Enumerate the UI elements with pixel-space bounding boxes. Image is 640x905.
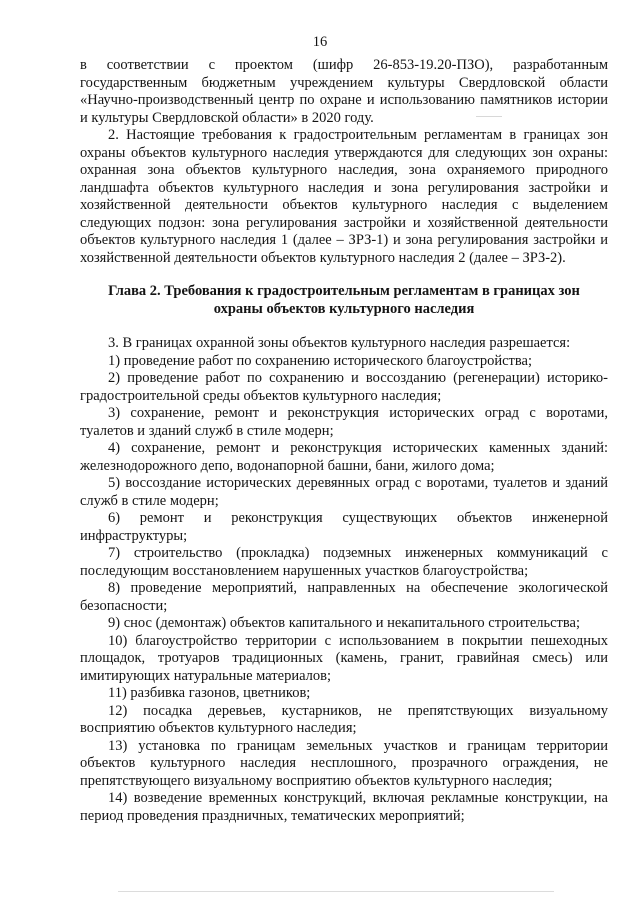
list-item: 14) возведение временных конструкций, включая рекламные конструкции, на период проведения праздничных, тематических мероприятий; <box>80 790 608 824</box>
list-item: 5) воссоздание исторических деревянных оград с воротами, туалетов и зданий служб в стиле модерн; <box>80 475 608 509</box>
list-item: 6) ремонт и реконструкция существующих объектов инженерной инфраструктуры; <box>80 510 608 544</box>
list-item: 13) установка по границам земельных участков и границам территории объектов культурного наследия несплошного, прозрачного ограждения, не препятствующего визуальному восприятию объектов культурного наследия; <box>80 737 608 789</box>
document-body <box>80 57 608 825</box>
list-item: 4) сохранение, ремонт и реконструкция исторических каменных зданий: железнодорожного депо, водонапорной башни, бани, жилого дома; <box>80 440 608 474</box>
list-item: 11) разбивка газонов, цветников; <box>108 685 311 701</box>
list-item: 12) посадка деревьев, кустарников, не препятствующих визуальному восприятию объектов культурного наследия; <box>80 702 608 736</box>
page-number: 16 <box>312 34 328 50</box>
permitted-items-list <box>80 353 608 826</box>
footer-divider <box>118 891 554 892</box>
paragraph-intro-continuation: в соответствии с проектом (шифр 26-853-19.20-ПЗО), разработанным государственным бюджетным учреждением культуры Свердловской области «Научно-производственный центр по охране и использованию памятников истории и культуры Свердловской области» в 2020 году. <box>80 57 608 126</box>
list-item: 10) благоустройство территории с использованием в покрытии пешеходных площадок, тротуаров традиционных (камень, гранит, гравийная смесь) или имитирующих натуральные материалов; <box>80 632 608 684</box>
paragraph-clause-3: 3. В границах охранной зоны объектов культурного наследия разрешается: <box>108 335 571 351</box>
paragraph-clause-2: 2. Настоящие требования к градостроительным регламентам в границах зон охраны объектов культурного наследия утверждаются для следующих зон охраны: охранная зона объектов культурного наследия, зона охраняемого природного ландшафта объектов культурного наследия и зона регулирования застройки и хозяйственной деятельности объектов культурного наследия с выделением следующих подзон: зона регулирования застройки и хозяйственной деятельности объектов культурного наследия 1 (далее – ЗРЗ-1) и зона регулирования застройки и хозяйственной деятельности объектов культурного наследия 2 (далее – ЗРЗ-2). <box>80 127 608 266</box>
list-item: 8) проведение мероприятий, направленных на обеспечение экологической безопасности; <box>80 580 608 614</box>
list-item: 7) строительство (прокладка) подземных инженерных коммуникаций с последующим восстановлением нарушенных участков благоустройства; <box>80 545 608 579</box>
chapter-heading: Глава 2. Требования к градостроительным регламентам в границах зон охраны объектов культурного наследия <box>108 283 580 317</box>
list-item: 9) снос (демонтаж) объектов капитального и некапитального строительства; <box>108 615 581 631</box>
list-item: 1) проведение работ по сохранению исторического благоустройства; <box>108 352 532 369</box>
list-item: 2) проведение работ по сохранению и воссозданию (регенерации) историко-градостроительной среды объектов культурного наследия; <box>80 370 608 404</box>
list-item: 3) сохранение, ремонт и реконструкция исторических оград с воротами, туалетов и зданий служб в стиле модерн; <box>80 405 608 439</box>
